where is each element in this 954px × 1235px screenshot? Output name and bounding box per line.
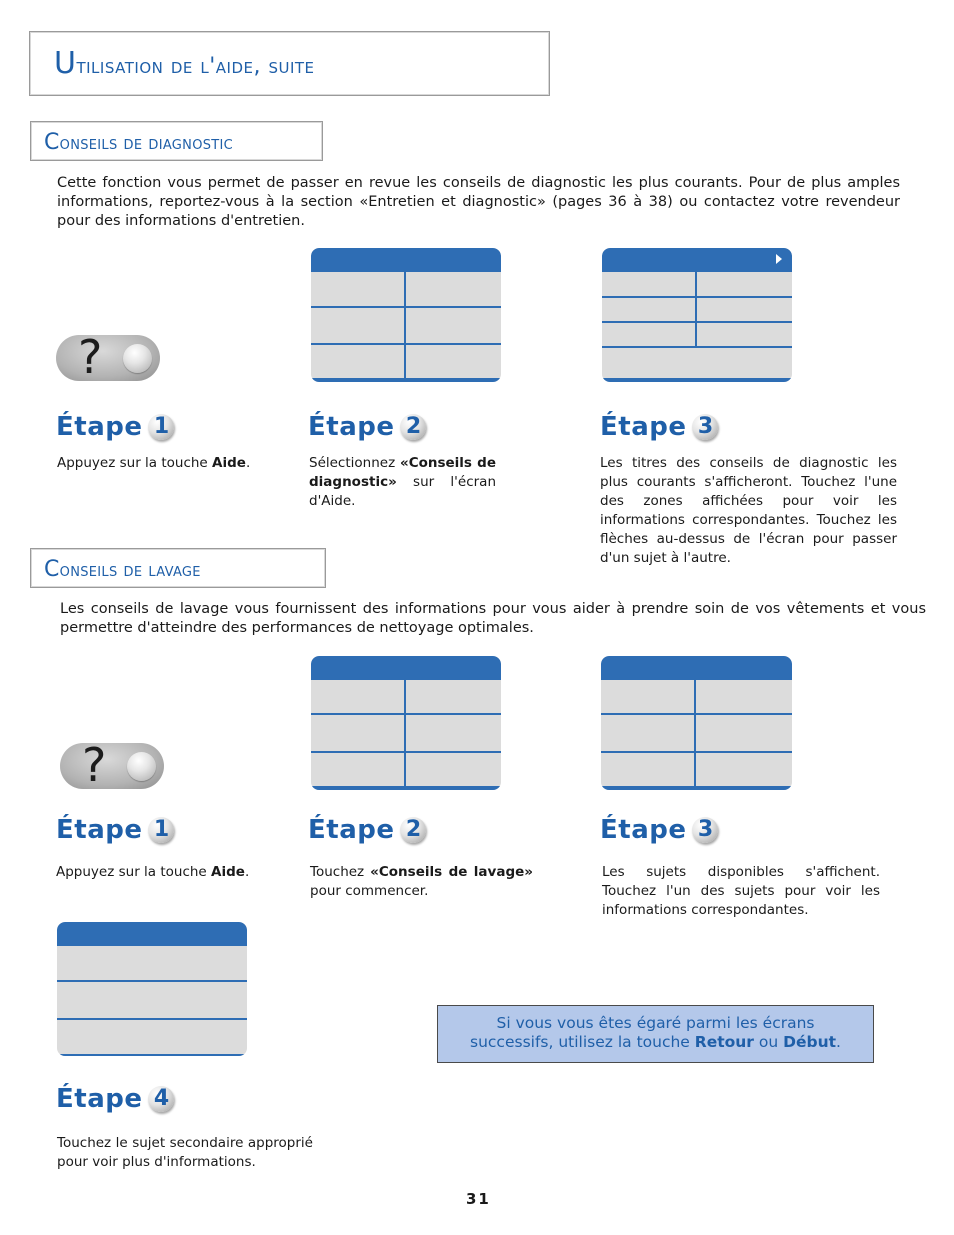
step-number-badge: 2 — [400, 414, 426, 440]
diagnostic-step2-screen — [311, 248, 501, 382]
help-button-graphic — [60, 738, 164, 792]
diagnostic-step3-text: Les titres des conseils de diagnostic les plus courants s'afficheront. Touchez l'une des zones affichées pour voir les informations correspondantes. Touchez les flèches au-dessus de l'écran pour passer d'un sujet à l'autre. — [600, 455, 897, 566]
lavage-heading: Conseils de lavage — [44, 557, 201, 582]
lavage-step1-heading: Étape 1 — [56, 815, 174, 849]
step-number-badge: 1 — [148, 817, 174, 843]
step-number-badge: 1 — [148, 414, 174, 440]
page-number: 31 — [466, 1190, 491, 1208]
right-arrow-icon — [776, 254, 782, 264]
diagnostic-intro: Cette fonction vous permet de passer en revue les conseils de diagnostic les plus courants. Pour de plus amples informations, reportez-vous à la section «Entretien et diagnostic» (pages 36 à 38) ou contactez votre revendeur pour des informations d'entretien. — [57, 175, 900, 229]
lavage-step1-text: Appuyez sur la touche Aide. — [56, 864, 250, 880]
lavage-step2-screen — [311, 656, 501, 790]
step-number-badge: 2 — [400, 817, 426, 843]
step-number-badge: 3 — [692, 817, 718, 843]
question-mark-icon: ? — [82, 738, 107, 792]
diagnostic-step3-heading: Étape 3 — [600, 412, 718, 446]
lavage-step4-screen — [57, 922, 247, 1056]
lavage-step2-text: Touchez «Conseils de lavage» pour commencer. — [310, 864, 533, 899]
page-title: Utilisation de l'aide, suite — [54, 46, 315, 81]
step-number-badge: 4 — [148, 1086, 174, 1112]
lavage-step3-screen — [601, 656, 792, 790]
lavage-intro: Les conseils de lavage vous fournissent des informations pour vous aider à prendre soin de vos vêtements et vous permettre d'atteindre des performances de nettoyage optimales. — [60, 601, 926, 636]
page-title-box — [29, 31, 550, 96]
diagnostic-heading: Conseils de diagnostic — [44, 130, 234, 155]
diagnostic-step1-text: Appuyez sur la touche Aide. — [57, 455, 251, 471]
step-number-badge: 3 — [692, 414, 718, 440]
question-mark-icon: ? — [78, 330, 103, 384]
diagnostic-step3-screen — [602, 248, 792, 382]
lavage-heading-box — [30, 548, 326, 588]
help-button-graphic — [56, 330, 160, 384]
lavage-step3-heading: Étape 3 — [600, 815, 718, 849]
lavage-step3-text: Les sujets disponibles s'affichent. Touchez l'un des sujets pour voir les informations correspondantes. — [602, 864, 880, 918]
diagnostic-step1-heading: Étape 1 — [56, 412, 174, 446]
lavage-step2-heading: Étape 2 — [308, 815, 426, 849]
button-knob-icon — [123, 344, 152, 373]
lavage-step4-text: Touchez le sujet secondaire approprié pour voir plus d'informations. — [57, 1135, 313, 1170]
diagnostic-step2-heading: Étape 2 — [308, 412, 426, 446]
diagnostic-step2-text: Sélectionnez «Conseils de diagnostic» sur l'écran d'Aide. — [309, 455, 496, 509]
navigation-tip-box: Si vous vous êtes égaré parmi les écrans successifs, utilisez la touche Retour ou Début. — [437, 1005, 874, 1063]
diagnostic-heading-box — [30, 121, 323, 161]
button-knob-icon — [127, 752, 156, 781]
lavage-step4-heading: Étape 4 — [56, 1084, 174, 1118]
